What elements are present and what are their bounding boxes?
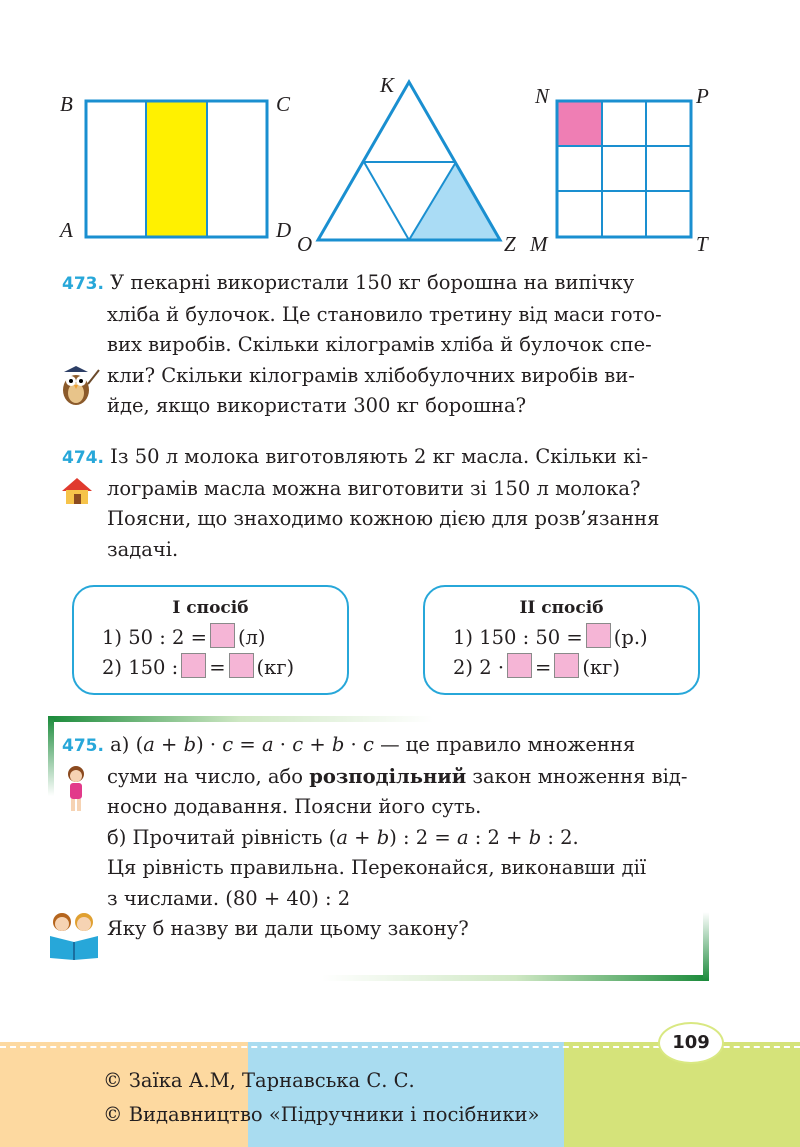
method-text: 2) 2 ·	[453, 656, 505, 679]
geometry-figures	[0, 0, 800, 270]
task-474	[62, 442, 659, 565]
method-2-box	[423, 585, 700, 695]
task-line: хліба й булочок. Це становило третину від маси гото-	[107, 302, 662, 326]
task-text: ·	[344, 733, 363, 756]
method-unit: (кг)	[582, 656, 620, 679]
answer-box[interactable]	[507, 653, 532, 678]
task-line	[62, 762, 687, 793]
task-number: 473.	[62, 274, 104, 294]
variable-a: a	[456, 825, 469, 849]
task-text: б) Прочитай рівність (	[107, 825, 337, 849]
task-text: =	[233, 733, 262, 756]
label-m: M	[530, 232, 548, 256]
label-n: N	[535, 84, 550, 108]
method-title: I спосіб	[172, 598, 249, 618]
variable-c: c	[222, 733, 234, 756]
method-row	[74, 653, 347, 683]
rectangle-yellow-strip	[146, 103, 207, 236]
label-k: K	[380, 73, 395, 97]
answer-box[interactable]	[586, 623, 611, 648]
label-t: T	[696, 232, 708, 256]
task-number: 474.	[62, 448, 104, 468]
task-text: закон множення від-	[466, 764, 688, 788]
owl-icon	[58, 362, 100, 408]
method-title: II спосіб	[519, 598, 604, 618]
task-number: 475.	[62, 736, 104, 756]
variable-c: c	[292, 733, 304, 756]
frame-bottom-bar	[322, 975, 709, 981]
task-line: Яку б назву ви дали цьому закону?	[107, 917, 469, 940]
label-o: O	[297, 232, 313, 256]
girl-icon	[62, 764, 90, 814]
variable-b: b	[331, 733, 345, 756]
method-unit: (л)	[237, 626, 266, 649]
frame-left-bar	[48, 716, 54, 796]
method-text: 1) 50 : 2 =	[102, 626, 207, 649]
method-1-box	[72, 585, 349, 695]
task-text: ) : 2 =	[389, 825, 457, 849]
variable-a: a	[143, 733, 155, 756]
task-line: Ця рівність правильна. Переконайся, виконавши дії	[107, 856, 647, 879]
task-text: : 2.	[541, 825, 579, 849]
task-473	[62, 268, 662, 422]
figures-area	[0, 0, 800, 270]
method-row	[425, 653, 698, 683]
method-text: 1) 150 : 50 =	[453, 626, 583, 649]
answer-box[interactable]	[229, 653, 254, 678]
method-row	[74, 623, 347, 653]
variable-b: b	[528, 825, 542, 849]
task-line: вих виробів. Скільки кілограмів хліба й булочок спе-	[107, 333, 652, 356]
variable-c: c	[362, 733, 374, 756]
task-line: кли? Скільки кілограмів хлібобулочних виробів ви-	[107, 363, 635, 387]
variable-b: b	[376, 825, 390, 849]
method-unit: (кг)	[256, 656, 295, 679]
task-text: суми на число, або	[107, 764, 310, 788]
copyright-authors: © Заїка А.М, Тарнавська С. С.	[103, 1069, 415, 1092]
label-b: B	[60, 92, 73, 116]
method-row	[425, 623, 698, 653]
task-line: носно додавання. Поясни його суть.	[107, 795, 482, 818]
method-text: =	[535, 656, 552, 679]
task-text: : 2 +	[468, 825, 529, 849]
task-line: У пекарні використали 150 кг борошна на випічку	[110, 271, 635, 294]
label-z: Z	[504, 232, 516, 256]
copyright-publisher: © Видавництво «Підручники і посібники»	[103, 1103, 540, 1126]
task-line: лограмів масла можна виготовити зі 150 л молока?	[107, 476, 641, 500]
label-d: D	[276, 218, 292, 242]
task-text: ) ·	[196, 733, 223, 756]
house-icon	[60, 476, 94, 506]
task-text: а) (	[110, 733, 144, 756]
label-p: P	[696, 84, 709, 108]
task-475	[62, 730, 687, 945]
rectangle-abcd	[86, 101, 267, 237]
bold-term: розподільний	[309, 764, 467, 788]
variable-b: b	[183, 733, 197, 756]
answer-box[interactable]	[554, 653, 579, 678]
task-text: +	[303, 733, 332, 756]
frame-top-bar	[48, 716, 433, 722]
method-text: =	[209, 656, 226, 679]
task-line: з числами. (80 + 40) : 2	[107, 886, 351, 910]
triangle-koz	[318, 82, 500, 240]
task-text: ·	[273, 733, 293, 756]
label-c: C	[276, 92, 291, 116]
square-nptm	[557, 101, 691, 237]
answer-box[interactable]	[181, 653, 206, 678]
answer-box[interactable]	[210, 623, 235, 648]
task-line: йде, якщо використати 300 кг борошна?	[107, 394, 527, 417]
task-line: задачі.	[107, 537, 179, 561]
task-line	[62, 823, 687, 854]
square-pink-cell	[558, 102, 601, 145]
method-text: 2) 150 :	[102, 656, 179, 679]
method-unit: (р.)	[613, 626, 648, 649]
task-line: Із 50 л молока виготовляють 2 кг масла. Скільки кі-	[110, 445, 649, 468]
variable-a: a	[336, 825, 348, 849]
frame-right-bar	[703, 912, 709, 981]
page-number: 109	[658, 1022, 724, 1064]
triangle-blue-part	[409, 162, 500, 240]
task-text: +	[347, 825, 377, 849]
variable-a: a	[261, 733, 274, 756]
task-text: — це правило множення	[373, 733, 636, 756]
label-a: A	[60, 218, 73, 242]
task-line: Поясни, що знаходимо кожною дією для розв’язання	[107, 507, 660, 530]
children-reading-icon	[46, 910, 102, 960]
task-text: +	[154, 733, 184, 756]
